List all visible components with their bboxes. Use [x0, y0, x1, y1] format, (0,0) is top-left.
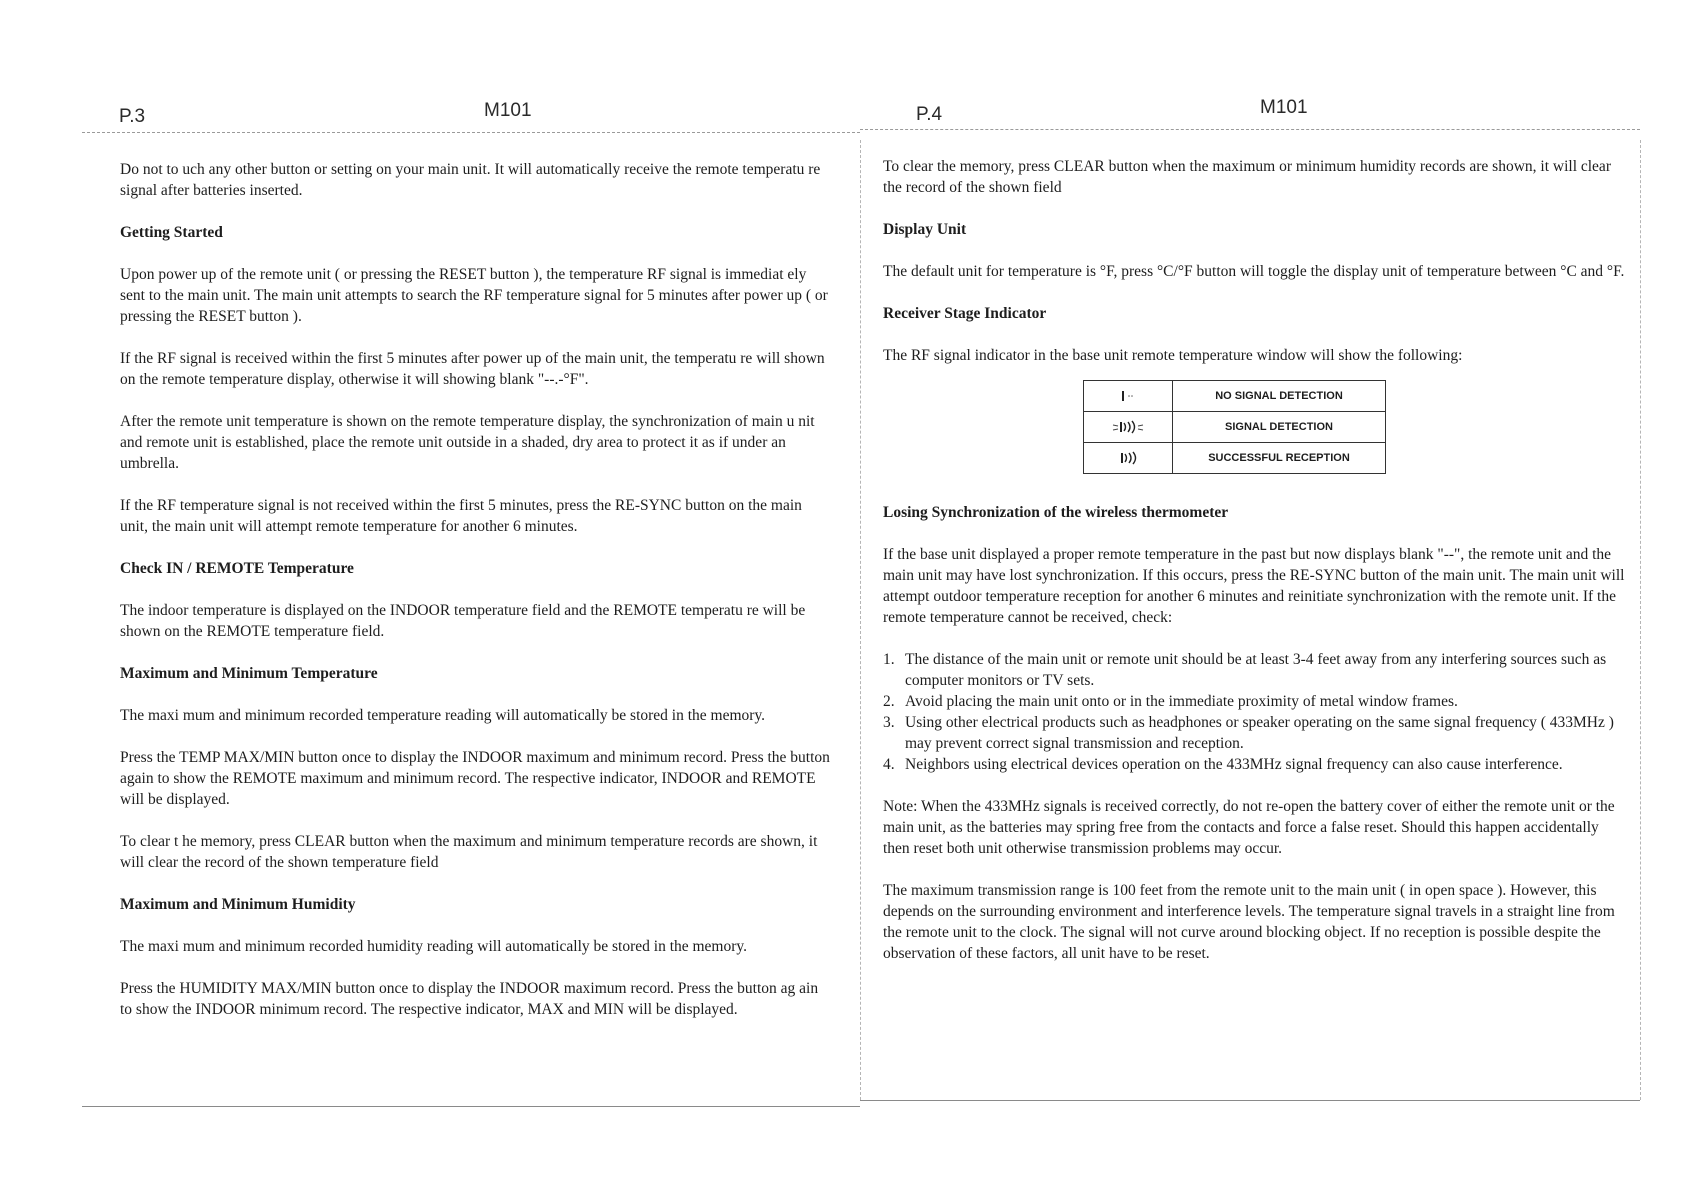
- header-divider: [860, 129, 1640, 130]
- signal-label: SUCCESSFUL RECEPTION: [1173, 443, 1386, 474]
- section-heading-receiver-stage: Receiver Stage Indicator: [883, 305, 1047, 322]
- list-item: [883, 754, 1627, 775]
- paragraph: Upon power up of the remote unit ( or pressing the RESET button ), the temperature RF signal is immediat ely sent to the main unit. The main unit attempts to search the RF temperature signal for 5 minutes after power up ( or pressing the RESET button ).: [120, 266, 828, 325]
- section-heading-max-min-humidity: Maximum and Minimum Humidity: [120, 896, 356, 913]
- header-divider: [82, 132, 860, 133]
- section-heading-display-unit: Display Unit: [883, 221, 967, 238]
- signal-label: NO SIGNAL DETECTION: [1173, 381, 1386, 412]
- model-name: M101: [1260, 97, 1308, 118]
- table-row: [1084, 412, 1386, 443]
- table-row: [1084, 381, 1386, 412]
- list-item-text: Using other electrical products such as headphones or speaker operating on the same signal frequency ( 433MHz ) may prevent correct signal transmission and reception.: [905, 714, 1614, 752]
- section-heading-losing-sync: Losing Synchronization of the wireless thermometer: [883, 504, 1229, 521]
- list-item: [883, 691, 1627, 712]
- intro-paragraph: Do not to uch any other button or setting on your main unit. It will automatically receive the remote temperatu re signal after batteries inserted.: [120, 161, 821, 199]
- right-page: [860, 0, 1684, 1188]
- paragraph: The maxi mum and minimum recorded humidity reading will automatically be stored in the memory.: [120, 938, 748, 955]
- checklist: [883, 649, 1627, 775]
- paragraph: If the base unit displayed a proper remote temperature in the past but now displays blank "--", the remote unit and the main unit may have lost synchronization. If this occurs, press the RE-SYNC button of the main unit. The main unit will attempt outdoor temperature reception for another 6 minutes and reinitiate synchronization with the remote unit. If the remote temperature cannot be received, check:: [883, 546, 1625, 626]
- list-number: 3.: [883, 714, 895, 731]
- list-number: 1.: [883, 651, 895, 668]
- paragraph: The RF signal indicator in the base unit remote temperature window will show the following:: [883, 347, 1463, 364]
- section-heading-max-min-temperature: Maximum and Minimum Temperature: [120, 665, 378, 682]
- paragraph: After the remote unit temperature is shown on the remote temperature display, the synchronization of main u nit and remote unit is established, place the remote unit outside in a shaded, dry area to protect it as if under an umbrella.: [120, 413, 815, 472]
- no-signal-icon: [1084, 381, 1173, 412]
- paragraph: The maxi mum and minimum recorded temperature reading will automatically be stored in the memory.: [120, 707, 766, 724]
- list-item: [883, 649, 1627, 691]
- list-number: 2.: [883, 693, 895, 710]
- paragraph: To clear t he memory, press CLEAR button when the maximum and minimum temperature records are shown, it will clear the record of the shown temperature field: [120, 833, 818, 871]
- list-item-text: The distance of the main unit or remote unit should be at least 3-4 feet away from any interfering sources such as computer monitors or TV sets.: [905, 651, 1607, 689]
- page-number: P.3: [119, 106, 146, 127]
- section-heading-check-temperature: Check IN / REMOTE Temperature: [120, 560, 354, 577]
- list-item-text: Neighbors using electrical devices operation on the 433MHz signal frequency can also cause interference.: [905, 756, 1563, 773]
- footer-divider: [860, 1100, 1640, 1101]
- paragraph: If the RF temperature signal is not received within the first 5 minutes, press the RE-SYNC button on the main unit, the main unit will attempt remote temperature for another 6 minutes.: [120, 497, 802, 535]
- section-heading-getting-started: Getting Started: [120, 224, 223, 241]
- paragraph: The indoor temperature is displayed on the INDOOR temperature field and the REMOTE temperatu re will be shown on the REMOTE temperature field.: [120, 602, 806, 640]
- signal-label: SIGNAL DETECTION: [1173, 412, 1386, 443]
- list-item: [883, 712, 1627, 754]
- signal-detecting-icon: [1084, 412, 1173, 443]
- signal-received-icon: [1084, 443, 1173, 474]
- paragraph: Press the HUMIDITY MAX/MIN button once to display the INDOOR maximum record. Press the button ag ain to show the INDOOR minimum record. The respective indicator, MAX and MIN will be displayed.: [120, 980, 819, 1018]
- intro-paragraph: To clear the memory, press CLEAR button when the maximum or minimum humidity records are shown, it will clear the record of the shown field: [883, 158, 1611, 196]
- paragraph: If the RF signal is received within the first 5 minutes after power up of the main unit, the temperatu re will shown on the remote temperature display, otherwise it will showing blank "--.-°F".: [120, 350, 825, 388]
- signal-indicator-table: [1083, 380, 1386, 474]
- left-page-content: [120, 159, 832, 1041]
- model-name: M101: [484, 100, 532, 121]
- table-row: [1084, 443, 1386, 474]
- paragraph: Press the TEMP MAX/MIN button once to display the INDOOR maximum and minimum record. Press the button again to show the REMOTE maximum and minimum record. The respective indicator, INDOOR and REMOTE will be displayed.: [120, 749, 830, 808]
- page-number: P.4: [916, 104, 943, 125]
- footer-divider: [82, 1106, 860, 1107]
- range-paragraph: The maximum transmission range is 100 feet from the remote unit to the main unit ( in open space ). However, this depends on the surrounding environment and interference levels. The temperature signal travels in a straight line from the remote unit to the clock. The signal will not curve around blocking object. If no reception is possible despite the observation of these factors, all unit have to be reset.: [883, 882, 1615, 962]
- list-number: 4.: [883, 756, 895, 773]
- paragraph: The default unit for temperature is °F, press °C/°F button will toggle the display unit of temperature between °C and °F.: [883, 263, 1625, 280]
- note-paragraph: Note: When the 433MHz signals is received correctly, do not re-open the battery cover of either the remote unit or the main unit, as the batteries may spring free from the contacts and force a false reset. Should this happen accidentally then reset both unit otherwise transmission problems may occur.: [883, 798, 1615, 857]
- list-item-text: Avoid placing the main unit onto or in the immediate proximity of metal window frames.: [905, 693, 1458, 710]
- right-page-content: [883, 156, 1627, 985]
